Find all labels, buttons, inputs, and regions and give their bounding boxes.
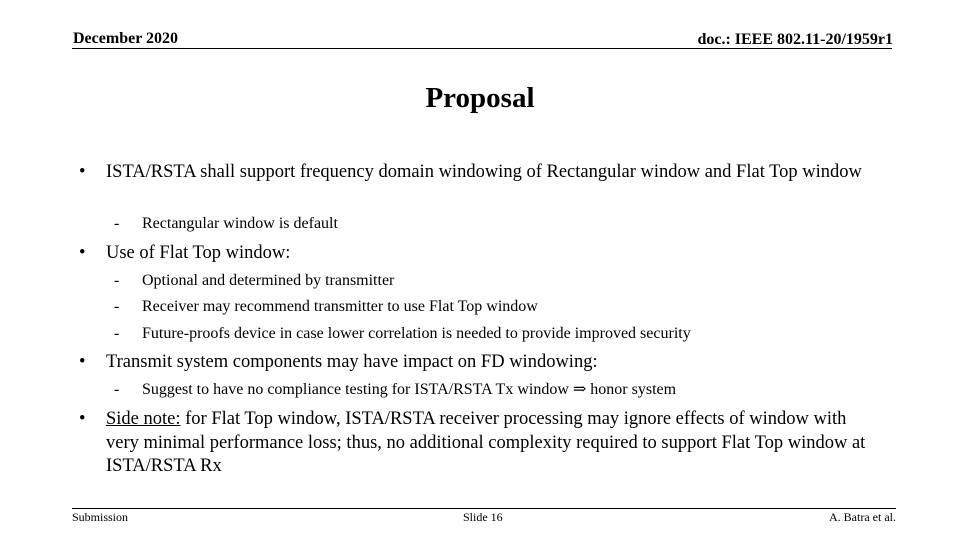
footer-slide-number: Slide 16 — [463, 510, 503, 524]
bullet-4 — [79, 408, 879, 479]
footer-authors: A. Batra et al. — [829, 510, 896, 524]
sub-bullet-2-1 — [114, 271, 874, 291]
bullet-2-text: Use of Flat Top window: — [106, 243, 291, 263]
bullet-3-text: Transmit system components may have impact on FD windowing: — [106, 352, 598, 372]
sub-bullet-2-2-text: Receiver may recommend transmitter to use Flat Top window — [142, 298, 538, 315]
bullet-1 — [79, 161, 879, 185]
slide-title: Proposal — [425, 82, 535, 114]
sub-bullet-2-3 — [114, 324, 874, 344]
sub-bullet-marker: - — [114, 381, 120, 398]
sub-bullet-marker: - — [114, 325, 120, 342]
sub-bullet-marker: - — [114, 298, 120, 315]
footer-divider — [72, 508, 896, 509]
bullet-1-text: ISTA/RSTA shall support frequency domain windowing of Rectangular window and Flat Top window — [106, 162, 862, 182]
header-document-id: doc.: IEEE 802.11-20/1959r1 — [697, 31, 893, 48]
sub-bullet-1-1 — [114, 214, 874, 234]
header-divider — [72, 48, 892, 49]
side-note-body: for Flat Top window, ISTA/RSTA receiver processing may ignore effects of window with very minimal performance loss; thus, no additional complexity required to support Flat Top window at ISTA/RSTA Rx — [106, 409, 866, 476]
bullet-marker: • — [79, 352, 86, 372]
footer-submission: Submission — [72, 510, 129, 524]
sub-bullet-marker: - — [114, 215, 120, 232]
sub-bullet-marker: - — [114, 272, 120, 289]
sub-bullet-3-1-text: Suggest to have no compliance testing for ISTA/RSTA Tx window ⇒ honor system — [142, 381, 677, 398]
sub-bullet-3-1 — [114, 380, 874, 400]
sub-bullet-2-1-text: Optional and determined by transmitter — [142, 272, 395, 289]
bullet-marker: • — [79, 162, 86, 182]
bullet-marker: • — [79, 409, 86, 429]
sub-bullet-2-3-text: Future-proofs device in case lower correlation is needed to provide improved security — [142, 325, 691, 342]
sub-bullet-1-1-text: Rectangular window is default — [142, 215, 338, 232]
side-note-label: Side note: — [106, 409, 181, 429]
bullet-4-text — [106, 408, 879, 479]
bullet-3 — [79, 351, 879, 375]
sub-bullet-2-2 — [114, 297, 874, 317]
bullet-marker: • — [79, 243, 86, 263]
header-date: December 2020 — [73, 30, 178, 47]
bullet-2 — [79, 242, 879, 266]
